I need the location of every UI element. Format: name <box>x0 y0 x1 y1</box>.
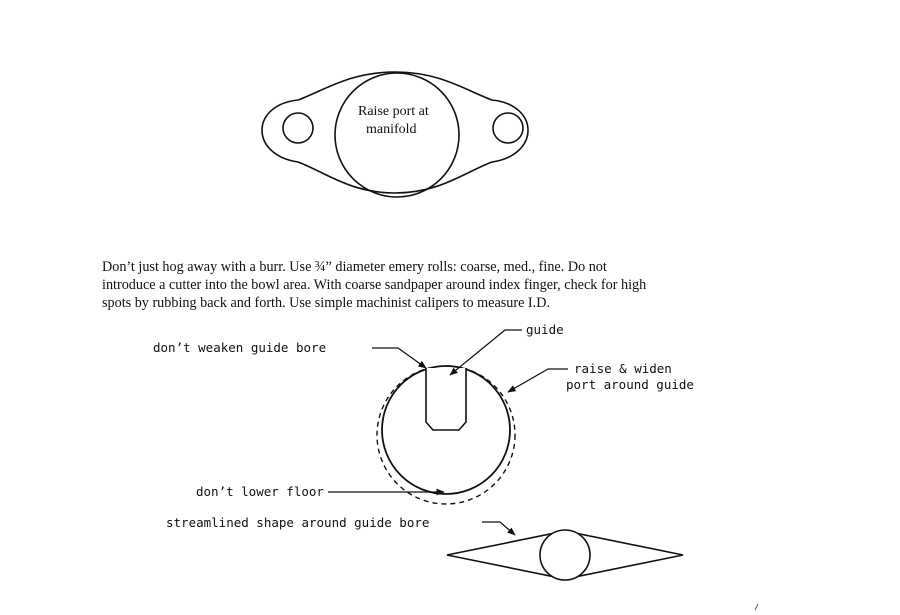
leader-streamline <box>482 522 515 535</box>
leader-raise <box>508 369 568 392</box>
instructions-line1: Don’t just hog away with a burr. Use ¾” diameter emery rolls: coarse, med., fine. Do not <box>102 259 607 275</box>
callout-guide-bore: don’t weaken guide bore <box>153 340 327 355</box>
callout-floor: don’t lower floor <box>196 484 324 499</box>
leader-guide-bore <box>372 348 426 368</box>
right-bolt-hole <box>493 113 523 143</box>
streamline-shape <box>166 515 683 580</box>
manifold-flange <box>262 72 528 197</box>
instructions-paragraph <box>102 258 822 312</box>
instructions-line2: introduce a cutter into the bowl area. With coarse sandpaper around index finger, check for high <box>102 277 647 293</box>
port-label-line1: Raise port at <box>358 104 429 119</box>
callout-raise-line1: raise & widen <box>574 361 672 376</box>
instructions-line3: spots by rubbing back and forth. Use simple machinist calipers to measure I.D. <box>102 295 550 311</box>
scan-mark <box>755 604 758 610</box>
port-label-line2: manifold <box>366 122 417 137</box>
callout-guide: guide <box>526 322 564 337</box>
port-cross-section <box>153 322 694 504</box>
callout-streamline: streamlined shape around guide bore <box>166 515 430 530</box>
callout-raise-line2: port around guide <box>566 377 694 392</box>
left-bolt-hole <box>283 113 313 143</box>
valve-guide <box>426 368 466 430</box>
guide-bore-circle <box>540 530 590 580</box>
